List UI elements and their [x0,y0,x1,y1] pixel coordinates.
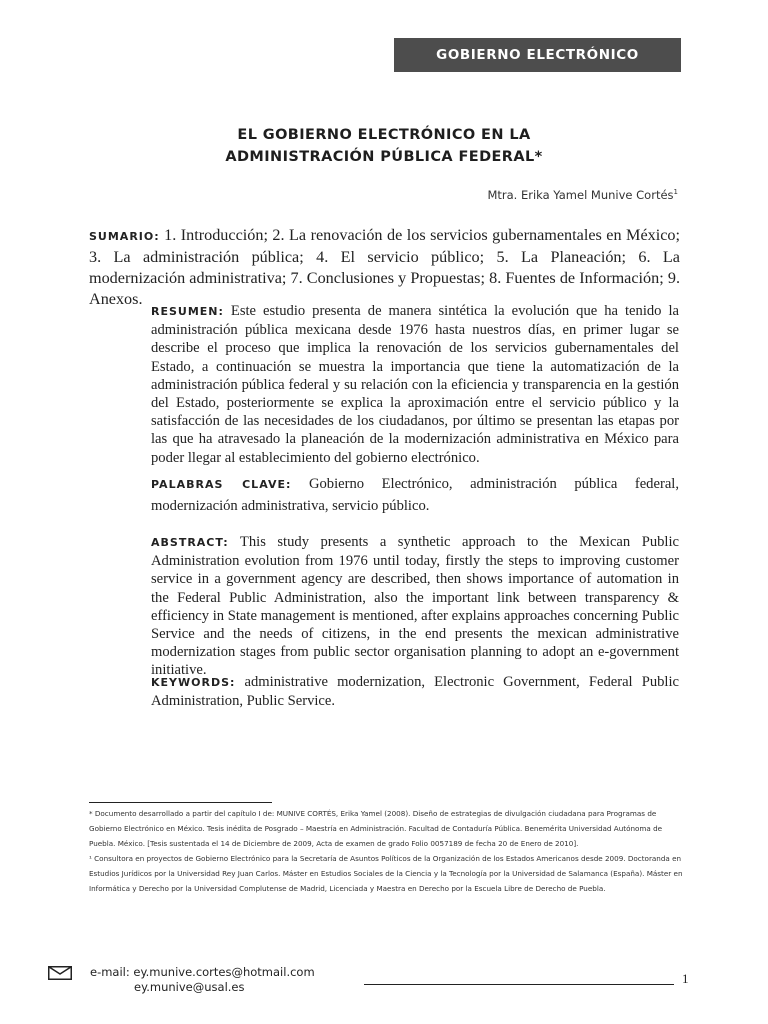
keywords-paragraph [151,673,679,710]
section-banner [394,38,681,72]
keywords-text: administrative modernization, Electronic Government, Federal Public Administration, Public Service. [151,674,679,710]
author-name: Mtra. Erika Yamel Munive Cortés [487,188,674,202]
envelope-icon [48,966,72,980]
article-title-line-2: ADMINISTRACIÓN PÚBLICA FEDERAL* [225,149,543,165]
page-footer-rule [364,984,674,985]
email-label: e-mail: [90,965,130,979]
author-byline [487,188,678,202]
resumen-paragraph [151,302,679,467]
article-title-line-1: EL GOBIERNO ELECTRÓNICO EN LA [237,127,531,143]
section-title: GOBIERNO ELECTRÓNICO [436,47,639,63]
author-footnote-mark: 1 [673,188,678,197]
contact-row-1 [90,965,315,980]
article-title [150,124,618,168]
abstract-paragraph [151,533,679,680]
summary-text: 1. Introducción; 2. La renovación de los servicios gubernamentales en México; 3. La administración pública; 4. El servicio público; 5. La Planeación; 6. La modernización administrativa; 7. Conclusiones y Propuestas; 8. Fuentes de Información; 9. Anexos. [89,226,680,308]
palabras-clave-label: PALABRAS CLAVE: [151,478,292,491]
palabras-clave-paragraph [151,474,679,516]
contact-row-2 [90,980,315,995]
resumen-text: Este estudio presenta de manera sintética la evolución que ha tenido la administración pública mexicana desde 1976 hasta nuestros días, en primer lugar se describe el proceso que implica la renovación de los servicios gubernamentales del Estado, a continuación se muestra la importancia que tiene la automatización de la administración pública federal y su relación con la eficiencia y transparencia en la gestión del Estado, posteriormente se explica la aproximación entre el servicio público y la satisfacción de las necesidades de los ciudadanos, por último se presentan las etapas por las que ha atravesado la planeación de la modernización administrativa en México para poder llegar al establecimiento del gobierno electrónico. [151,303,679,466]
contact-block [90,965,315,995]
keywords-label: KEYWORDS: [151,676,236,689]
palabras-clave-text: Gobierno Electrónico, administración pública federal, modernización administrativa, servicio público. [151,476,680,514]
page-number: 1 [682,971,689,986]
footnote-1: * Documento desarrollado a partir del capítulo I de: MUNIVE CORTÉS, Erika Yamel (2008). Diseño de estrategias de divulgación ciudadana para Programas de Gobierno Electrónico en México. Tesis inédita de Posgrado – Maestría en Administración. Facultad de Contaduría Pública. Benemérita Universidad Autónoma de Puebla. México. [Tesis sustentada el 14 de Diciembre de 2009, Acta de examen de grado Folio 0057189 de fecha 20 de Enero de 2010]. [89,809,663,849]
footnote-2: ¹ Consultora en proyectos de Gobierno Electrónico para la Secretaría de Asuntos Políticos de la Organización de los Estados Americanos desde 2009. Doctoranda en Estudios Jurídicos por la Universidad Rey Juan Carlos. Máster en Estudios Sociales de la Ciencia y la Tecnología por la Universidad de Salamanca (España). Máster en Informática y Derecho por la Universidad Complutense de Madrid, Licenciada y Maestra en Derecho por la Escuela Libre de Derecho de Puebla. [89,854,683,894]
abstract-label: ABSTRACT: [151,536,229,549]
footnotes [89,806,689,897]
resumen-label: RESUMEN: [151,305,224,318]
summary-paragraph [89,225,680,310]
abstract-text: This study presents a synthetic approach to the Mexican Public Administration evolution from 1976 until today, firstly the steps to improving customer service in a government agency are described, then shows importance of automation in the Federal Public Administration, also the important link between transparency & efficiency in State management is mentioned, after explains approaches concerning Public Service and the needs of citizens, in the end presents the mexican administrative modernization stages from public sector organisation planning to adopt an e-government initiative. [151,534,679,679]
summary-label: SUMARIO: [89,230,160,243]
email-link-2[interactable]: ey.munive@usal.es [134,980,245,994]
footnote-divider [89,802,272,803]
email-link-1[interactable]: ey.munive.cortes@hotmail.com [133,965,315,979]
